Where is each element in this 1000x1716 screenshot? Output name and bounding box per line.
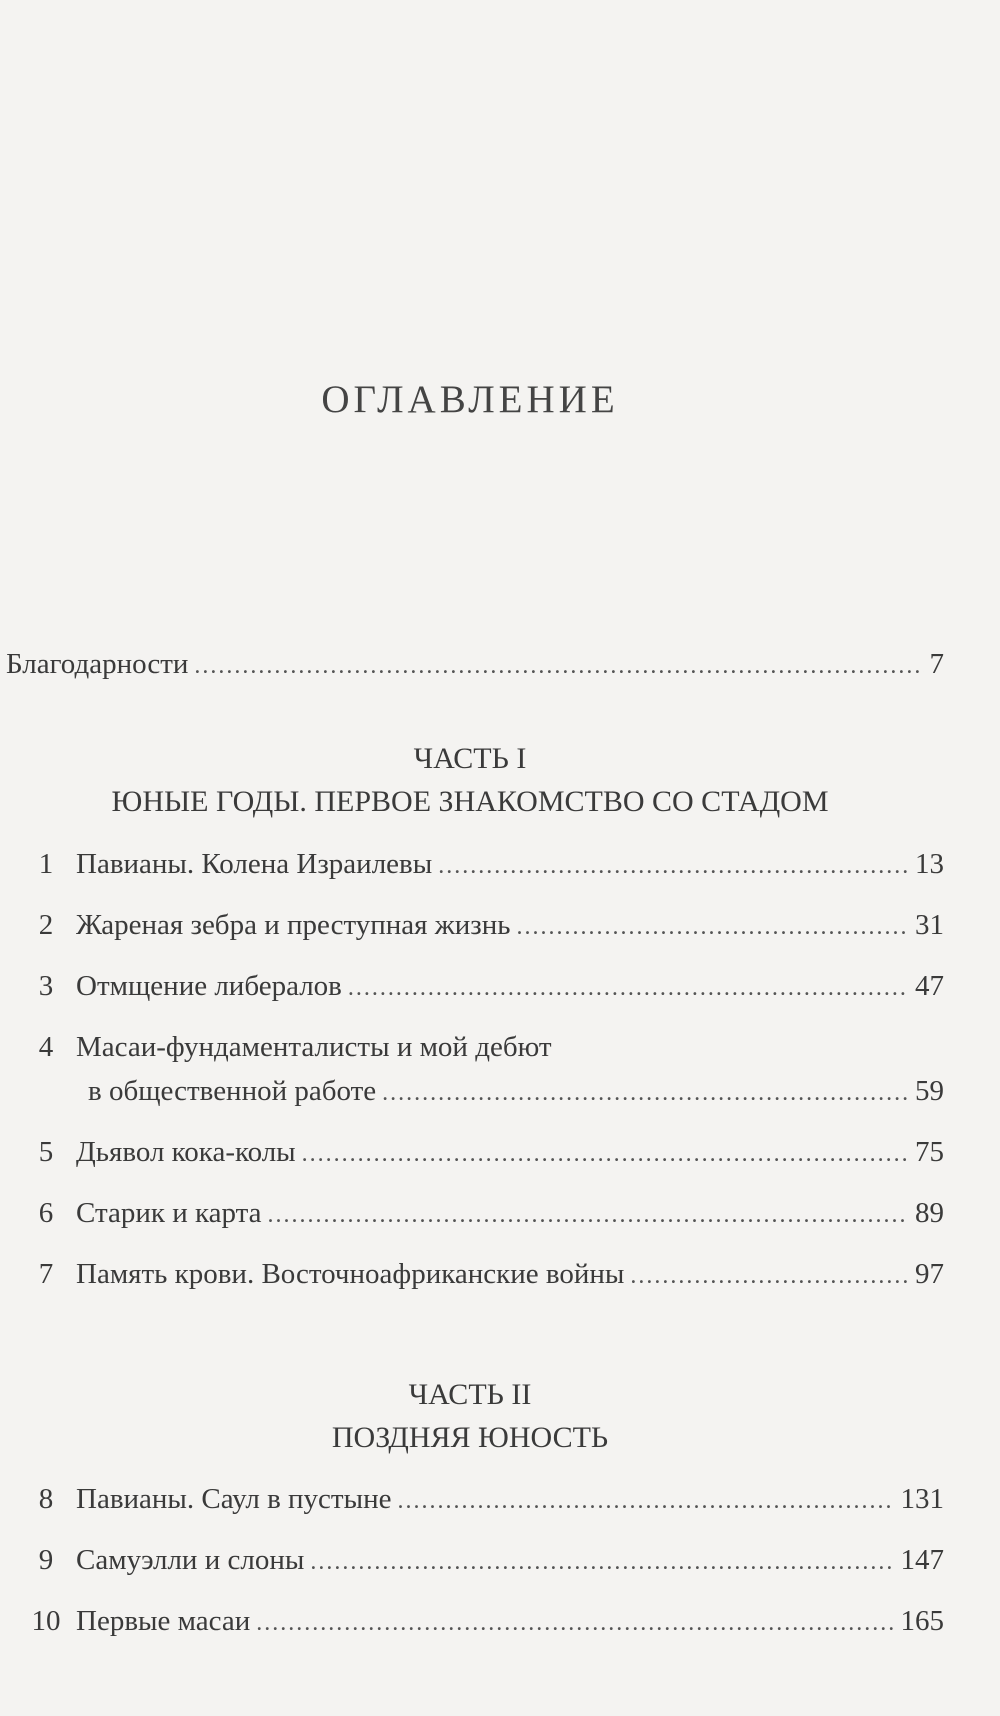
toc-entry[interactable] [16,1260,944,1289]
entry-title: Дьявол кока-колы [76,1136,296,1168]
entry-title: Благодарности [6,648,189,680]
entry-page-number: 97 [915,1258,944,1290]
toc-entry[interactable] [16,1199,944,1228]
toc-entry[interactable] [16,1607,944,1636]
dot-leader [438,854,909,878]
toc-entry[interactable] [16,972,944,1001]
toc-entry[interactable] [16,1485,944,1514]
dot-leader [348,976,909,1000]
dot-leader [397,1489,894,1513]
entry-page-number: 59 [915,1075,944,1107]
entry-number: 7 [38,1258,54,1290]
entry-number: 5 [38,1136,54,1168]
entry-title: Отмщение либералов [76,970,342,1002]
entry-title: Масаи-фундаменталисты и мой дебют [76,1031,552,1063]
dot-leader [256,1611,894,1635]
entry-page-number: 31 [915,909,944,941]
page-title: ОГЛАВЛЕНИЕ [321,378,619,421]
toc-entry[interactable] [16,1138,944,1167]
entry-page-number: 75 [915,1136,944,1168]
dot-leader [382,1081,909,1105]
dot-leader [194,654,923,678]
entry-number: 8 [38,1483,54,1515]
part-1-label: ЧАСТЬ I [413,742,527,775]
toc-entry-acknowledgements[interactable] [6,650,944,679]
entry-page-number: 47 [915,970,944,1002]
entry-title-line2: в общественной работе [88,1075,377,1107]
dot-leader [302,1142,909,1166]
entry-title: Первые масаи [76,1605,251,1637]
entry-number: 10 [31,1605,61,1637]
entry-number: 9 [38,1544,54,1576]
entry-number: 1 [38,848,54,880]
entry-number: 3 [38,970,54,1002]
entry-page-number: 147 [900,1544,944,1576]
entry-page-number: 7 [929,648,944,680]
dot-leader [310,1550,894,1574]
entry-title: Старик и карта [76,1197,262,1229]
toc-entry[interactable] [16,850,944,879]
dot-leader [268,1203,909,1227]
toc-entry-multiline[interactable] [16,1033,944,1062]
dot-leader [630,1264,909,1288]
entry-title: Павианы. Саул в пустыне [76,1483,392,1515]
entry-number: 6 [38,1197,54,1229]
entry-number: 4 [38,1031,54,1063]
entry-title: Память крови. Восточноафриканские войны [76,1258,625,1290]
entry-page-number: 89 [915,1197,944,1229]
toc-entry[interactable] [16,1546,944,1575]
toc-entry-continuation[interactable] [88,1077,944,1106]
entry-title: Самуэлли и слоны [76,1544,305,1576]
entry-page-number: 131 [900,1483,944,1515]
part-2-label: ЧАСТЬ II [408,1378,532,1411]
entry-number: 2 [38,909,54,941]
toc-entry[interactable] [16,911,944,940]
entry-title: Павианы. Колена Израилевы [76,848,433,880]
entry-title: Жареная зебра и преступная жизнь [76,909,511,941]
entry-page-number: 13 [915,848,944,880]
part-2-title: ПОЗДНЯЯ ЮНОСТЬ [331,1421,609,1454]
dot-leader [517,915,910,939]
part-1-title: ЮНЫЕ ГОДЫ. ПЕРВОЕ ЗНАКОМСТВО СО СТАДОМ [111,785,829,818]
entry-page-number: 165 [900,1605,944,1637]
